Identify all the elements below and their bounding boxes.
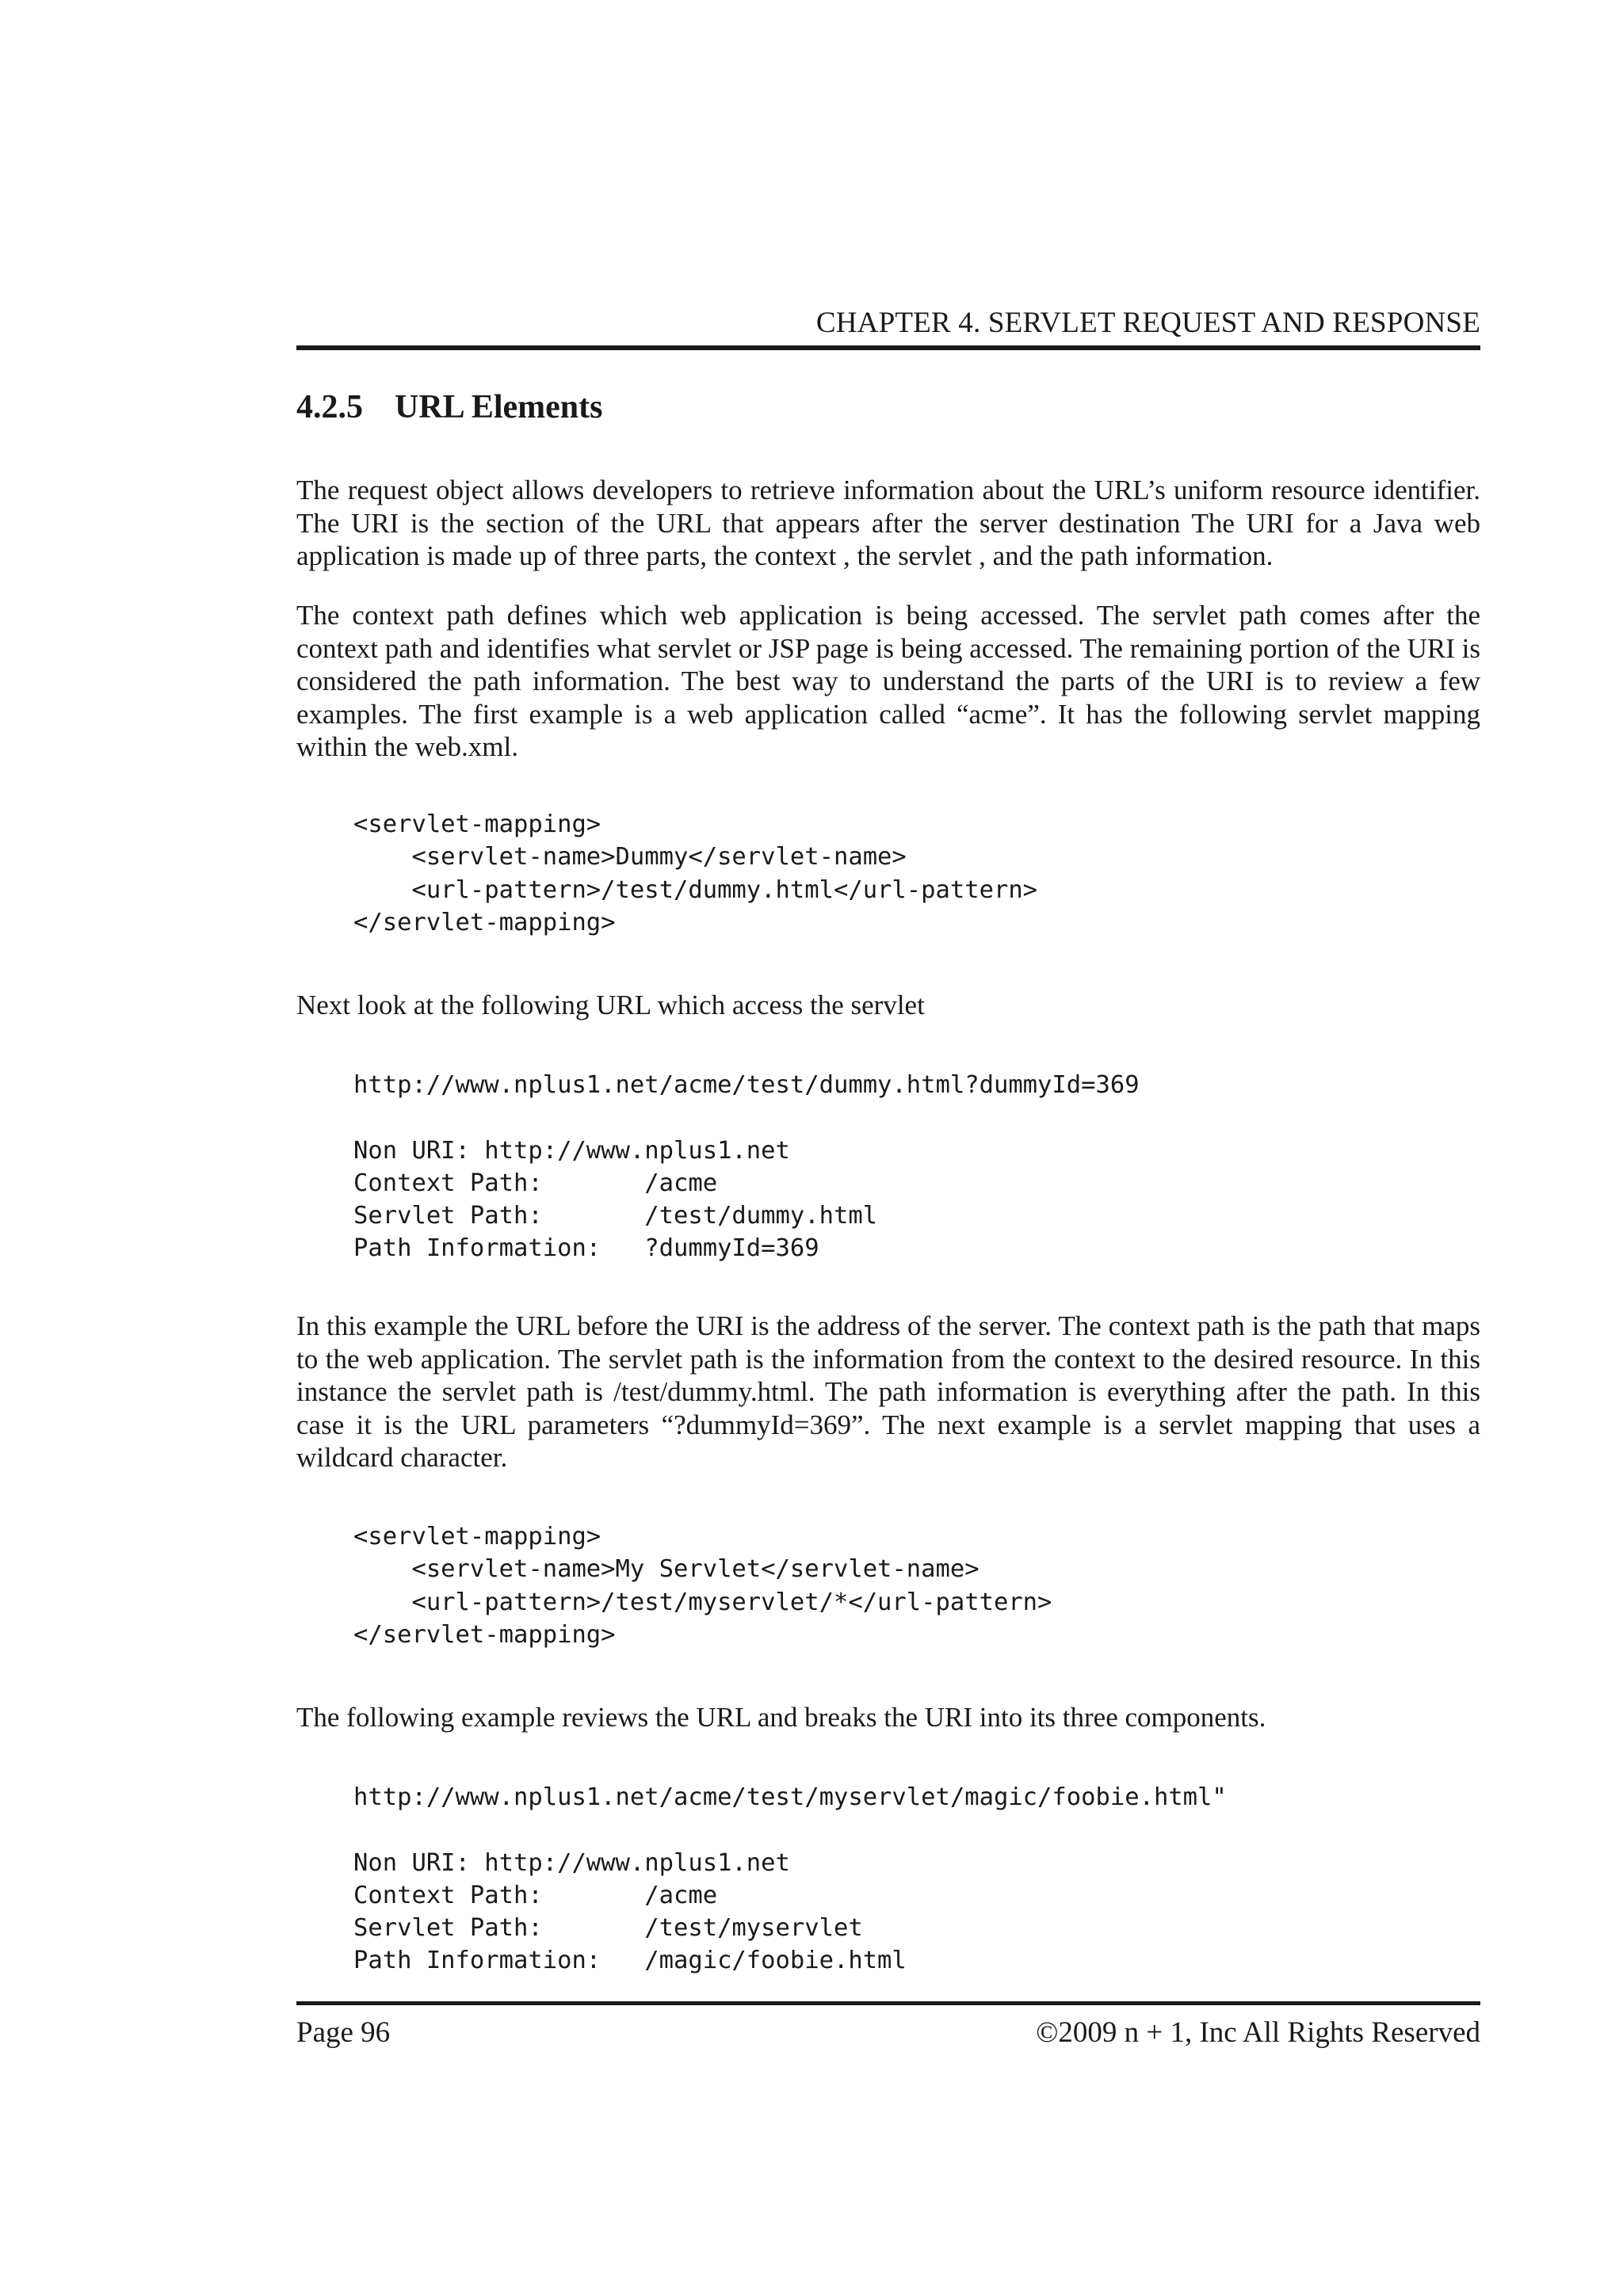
footer-rule (296, 2001, 1480, 2005)
paragraph-example-explanation: In this example the URL before the URI is the address of the server. The context path is the path that maps to the web application. The servlet path is the information from the context to the desired resource. In this instance the servlet path is /test/dummy.html. The path information is everything after the path. In this case it is the URL parameters “?dummyId=369”. The next example is a servlet mapping that uses a wildcard character. (296, 1310, 1480, 1473)
copyright-notice: ©2009 n + 1, Inc All Rights Reserved (1036, 2016, 1480, 2049)
section-title: URL Elements (395, 389, 603, 425)
code-block-servlet-mapping-wildcard: <servlet-mapping> <servlet-name>My Servlet</servlet-name> <url-pattern>/test/myservlet/*</url-pattern> </servlet-mapping> (353, 1523, 1052, 1649)
paragraph-uri-intro: The request object allows developers to retrieve information about the URL’s uniform resource identifier. The URI is the section of the URL that appears after the server destination The URI for a Java web application is made up of three parts, the context , the servlet , and the path information. (296, 475, 1480, 571)
code-block-servlet-mapping-dummy: <servlet-mapping> <servlet-name>Dummy</servlet-name> <url-pattern>/test/dummy.html</url-pattern> </servlet-mapping> (353, 810, 1038, 936)
section-heading (296, 388, 603, 426)
paragraph-following-example: The following example reviews the URL and breaks the URI into its three components. (296, 1702, 1266, 1733)
paragraph-next-look: Next look at the following URL which access the servlet (296, 990, 925, 1020)
page-number: Page 96 (296, 2016, 391, 2049)
paragraph-context-path: The context path defines which web application is being accessed. The servlet path comes after the context path and identifies what servlet or JSP page is being accessed. The remaining portion of the URI is considered the path information. The best way to understand the parts of the URI is to review a few examples. The first example is a web application called “acme”. It has the following servlet mapping within the web.xml. (296, 600, 1480, 762)
code-block-url-breakdown-dummy: http://www.nplus1.net/acme/test/dummy.html?dummyId=369 Non URI: http://www.nplus1.net Context Path: /acme Servlet Path: /test/dummy.html Path Information: ?dummyId=369 (353, 1071, 1140, 1263)
section-number: 4.2.5 (296, 389, 363, 425)
header-rule (296, 345, 1480, 350)
running-header: CHAPTER 4. SERVLET REQUEST AND RESPONSE (815, 307, 1480, 339)
code-block-url-breakdown-myservlet: http://www.nplus1.net/acme/test/myservlet/magic/foobie.html" Non URI: http://www.nplus1.net Context Path: /acme Servlet Path: /test/myservlet Path Information: /magic/foobie.html (353, 1783, 1227, 1975)
